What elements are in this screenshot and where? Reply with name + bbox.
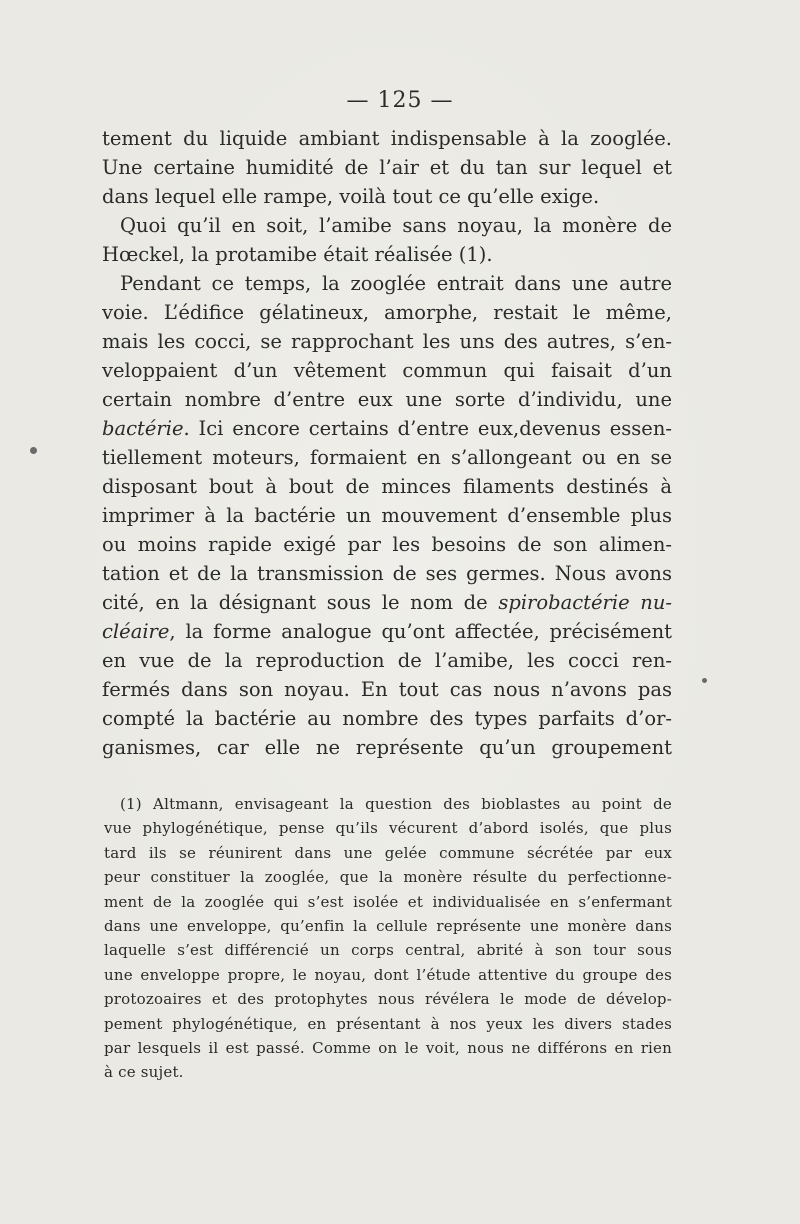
body-line: ganismes, car elle ne représente qu’un groupement [102, 736, 672, 759]
footnote-line: protozoaires et des protophytes nous révélera le mode de dévelop- [104, 990, 672, 1009]
body-line: tement du liquide ambiant indispensable à la zooglée. [102, 127, 672, 150]
ink-speck [702, 678, 707, 683]
body-line: disposant bout à bout de minces filaments destinés à [102, 475, 672, 498]
body-line: fermés dans son noyau. En tout cas nous n’avons pas [102, 678, 672, 701]
body-line: en vue de la reproduction de l’amibe, les cocci ren- [102, 649, 672, 672]
footnote-line: laquelle s’est différencié un corps central, abrité à son tour sous [104, 941, 672, 960]
footnote [104, 792, 672, 1085]
body-line: dans lequel elle rampe, voilà tout ce qu’elle exige. [102, 185, 600, 208]
body-line: tation et de la transmission de ses germes. Nous avons [102, 562, 672, 585]
body-line: veloppaient d’un vêtement commun qui faisait d’un [102, 359, 672, 382]
body-line: mais les cocci, se rapprochant les uns des autres, s’en- [102, 330, 672, 353]
italic-term: cléaire [102, 620, 170, 643]
body-line: compté la bactérie au nombre des types parfaits d’or- [102, 707, 672, 730]
page-number: — 125 — [346, 88, 454, 113]
body-line: certain nombre d’entre eux une sorte d’individu, une [102, 388, 672, 411]
body-line: Quoi qu’il en soit, l’amibe sans noyau, la monère de [120, 214, 672, 237]
body-line: cité, en la désignant sous le nom de spirobactérie nu- [102, 591, 673, 614]
body-line: ou moins rapide exigé par les besoins de son alimen- [102, 533, 672, 556]
italic-term: bactérie [102, 417, 184, 440]
footnote-line: peur constituer la zooglée, que la monère résulte du perfectionne- [104, 868, 672, 887]
body-line: cléaire, la forme analogue qu’ont affectée, précisément [102, 620, 672, 643]
footnote-line: à ce sujet. [104, 1063, 184, 1082]
body-line: bactérie. Ici encore certains d’entre eux,devenus essen- [102, 417, 672, 440]
footnote-line: pement phylogénétique, en présentant à nos yeux les divers stades [104, 1014, 672, 1033]
italic-term: spirobactérie nu- [498, 591, 673, 614]
body-line: Hœckel, la protamibe était réalisée (1). [102, 243, 493, 266]
footnote-line: vue phylogénétique, pense qu’ils vécurent d’abord isolés, que plus [104, 819, 672, 838]
footnote-line: tard ils se réunirent dans une gelée commune sécrétée par eux [104, 843, 672, 862]
body-line: Une certaine humidité de l’air et du tan sur lequel et [102, 156, 672, 179]
footnote-line: une enveloppe propre, le noyau, dont l’étude attentive du groupe des [104, 965, 672, 984]
body-line: voie. L’édifice gélatineux, amorphe, restait le même, [102, 301, 672, 324]
footnote-line: dans une enveloppe, qu’enfin la cellule représente une monère dans [104, 916, 672, 935]
body-line: tiellement moteurs, formaient en s’allongeant ou en se [102, 446, 672, 469]
footnote-line: par lesquels il est passé. Comme on le voit, nous ne différons en rien [104, 1038, 672, 1057]
footnote-line: ment de la zooglée qui s’est isolée et individualisée en s’enfermant [104, 892, 672, 911]
body-line: imprimer à la bactérie un mouvement d’ensemble plus [102, 504, 672, 527]
body-line: Pendant ce temps, la zooglée entrait dans une autre [120, 272, 672, 295]
footnote-line: (1) Altmann, envisageant la question des bioblastes au point de [120, 795, 672, 813]
body-text [102, 124, 672, 762]
ink-speck [30, 447, 37, 454]
